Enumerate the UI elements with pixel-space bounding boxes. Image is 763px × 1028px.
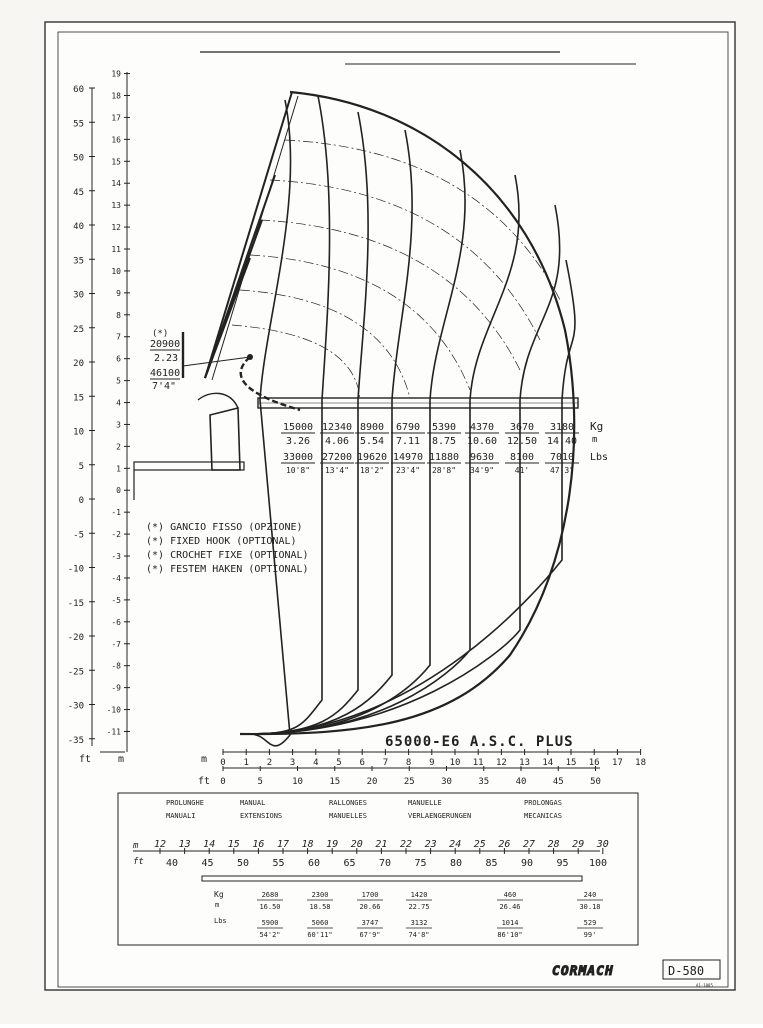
m-tick-label: -3 [111,552,121,562]
ext-ft: 99' [583,931,597,939]
bottom-m-tick-label: 14 [542,758,554,768]
bottom-m-tick-label: 8 [405,758,412,768]
load-lbs: 7010 [549,452,575,463]
ext-ft-tick-label: 55 [272,858,285,869]
load-lbs: 11880 [428,452,460,463]
m-tick-label: 11 [111,245,121,255]
m-tick-label: -6 [111,617,121,627]
ext-m-tick-label: 28 [547,839,560,850]
ft-tick-label: 0 [78,496,84,506]
ext-lbs: 5900 [261,919,279,927]
ext-m-tick-label: 25 [473,839,486,850]
load-m: 12.50 [506,436,538,447]
ext-ft: 86'10" [497,931,523,939]
load-lbs: 33000 [282,452,314,463]
ext-ft-tick-label: 75 [414,858,427,869]
ext-unit-lbs: Lbs [214,917,227,925]
legend-line: (*) FIXED HOOK (OPTIONAL) [146,536,297,547]
ext-ft-tick-label: 85 [485,858,498,869]
ext-kg: 1420 [410,891,428,899]
ext-m-tick-label: 17 [276,839,290,850]
ext-m: 30.18 [579,903,601,911]
ft-tick-label: 15 [73,393,84,404]
bottom-m-tick-label: 18 [635,758,647,768]
m-tick-label: 3 [116,420,121,430]
ext-ft-tick-label: 100 [588,858,608,869]
ext-label: RALLONGES [329,799,367,807]
ext-ft-tick-label: 40 [165,858,179,869]
ft-tick-label: 50 [73,153,84,164]
load-ft: 47'3" [549,466,575,475]
bottom-ft-tick-label: 5 [257,777,263,787]
ft-tick-label: 5 [78,461,84,472]
ext-label: VERLAENGERUNGEN [408,812,472,820]
bottom-m-tick-label: 10 [449,758,461,768]
ext-kg: 240 [583,891,597,899]
ext-label: MECANICAS [524,812,562,820]
m-tick-label: -11 [106,727,121,737]
load-ft: 28'8" [431,466,457,475]
left-m-unit: m [118,754,125,765]
ext-m: 26.46 [499,903,521,911]
m-tick-label: 6 [116,354,121,364]
load-m: 7.11 [395,436,421,447]
m-tick-label: -2 [111,530,121,540]
legend-line: (*) CROCHET FIXE (OPTIONAL) [146,550,309,561]
load-kg: 8900 [359,422,385,433]
m-tick-label: 12 [111,223,121,233]
load-m: 8.75 [431,436,457,447]
bottom-m-unit: m [201,754,208,765]
load-kg: 4370 [469,422,495,433]
m-tick-label: 5 [116,376,121,386]
ext-ft-tick-label: 50 [236,858,250,869]
ext-m-tick-label: 26 [498,839,511,850]
m-tick-label: 14 [111,179,121,189]
bottom-m-tick-label: 2 [266,758,273,768]
outer-frame [45,22,735,990]
load-ft: 41' [514,466,530,475]
ext-m-tick-label: 12 [153,839,167,850]
bottom-m-tick-label: 11 [472,758,484,768]
ext-label: MANUALI [166,812,196,820]
bottom-m-tick-label: 12 [495,758,507,768]
m-tick-label: 19 [111,69,121,79]
bottom-m-tick-label: 5 [336,758,342,768]
ext-label: MANUAL [240,799,266,807]
ext-label: PROLUNGHE [166,799,204,807]
bottom-m-tick-label: 6 [359,758,365,768]
ext-ft-unit: ft [133,857,144,867]
m-tick-label: 0 [116,486,121,496]
ext-kg: 2300 [311,891,329,899]
ext-kg: 1700 [361,891,379,899]
model-name: 65000-E6 A.S.C. PLUS [385,734,574,750]
ft-tick-label: 55 [73,119,84,130]
ext-lbs: 1014 [501,919,519,927]
bottom-m-tick-label: 0 [220,758,226,768]
load-lbs: 27200 [321,452,353,463]
m-tick-label: -1 [111,508,121,518]
bottom-ft-tick-label: 20 [366,777,378,787]
ft-tick-label: 25 [73,324,84,335]
bottom-ft-tick-label: 15 [329,777,341,787]
load-lbs: 8100 [509,452,535,463]
load-unit-kg: Kg [590,420,604,433]
m-tick-label: 2 [116,442,121,452]
ext-ft-tick-label: 90 [520,858,534,869]
bottom-m-tick-label: 3 [289,758,296,768]
bottom-ft-tick-label: 25 [403,777,415,787]
ext-m-tick-label: 24 [449,839,462,850]
m-tick-label: 7 [116,332,121,342]
sheet-code: D-580 [668,964,705,978]
ft-tick-label: -15 [67,598,84,609]
ext-lbs: 3747 [361,919,379,927]
load-m: 3.26 [285,436,311,447]
left-ft-unit: ft [79,754,92,765]
ext-ft: 74'8" [408,931,430,939]
ext-m-tick-label: 13 [178,839,191,850]
ft-tick-label: 45 [73,187,84,198]
ext-label: PROLONGAS [524,799,562,807]
fixed-hook-lbs: 46100 [150,368,181,379]
ext-label: EXTENSIONS [240,812,283,820]
ext-m-tick-label: 18 [301,839,314,850]
ext-label: MANUELLE [408,799,442,807]
load-m: 10.60 [466,436,498,447]
m-tick-label: -5 [111,595,121,605]
ext-ft: 54'2" [259,931,281,939]
ext-m-tick-label: 30 [596,839,609,850]
ext-ft: 60'11" [307,931,333,939]
load-kg: 3180 [549,422,575,433]
ext-unit-m: m [215,901,220,909]
m-tick-label: -4 [111,573,121,583]
ft-tick-label: -35 [67,735,84,746]
ft-tick-label: 30 [73,290,84,301]
m-tick-label: 18 [111,91,121,101]
ft-tick-label: -20 [67,633,84,643]
load-ft: 13'4" [324,466,350,475]
bottom-ft-tick-label: 10 [292,777,303,787]
bottom-m-tick-label: 7 [382,758,389,768]
ext-m-tick-label: 19 [326,839,339,850]
ext-unit-kg: Kg [214,890,224,899]
load-ft: 18'2" [359,466,385,475]
load-m: 14.40 [546,436,578,447]
m-tick-label: 9 [116,288,121,298]
ext-m-tick-label: 23 [424,839,437,850]
ext-m-tick-label: 20 [350,839,363,850]
bottom-ft-unit: ft [198,776,211,787]
ext-ft-tick-label: 95 [556,858,569,869]
m-tick-label: 17 [111,113,121,123]
legend-line: (*) FESTEM HAKEN (OPTIONAL) [146,564,309,575]
bottom-m-tick-label: 13 [519,758,531,768]
m-tick-label: 10 [111,266,121,276]
brand-logo: CORMACH [552,964,614,979]
ext-kg: 460 [503,891,517,899]
ext-m-tick-label: 15 [227,839,240,850]
m-tick-label: -8 [111,661,121,671]
bottom-m-tick-label: 17 [611,758,623,768]
ext-lbs: 5060 [311,919,329,927]
ext-m: 16.50 [259,903,281,911]
m-tick-label: 16 [111,135,121,145]
fixed-hook-marker: (*) [152,329,169,339]
ext-label: MANUELLES [329,812,367,820]
load-lbs: 14970 [392,452,424,463]
bottom-ft-tick-label: 50 [590,777,601,787]
load-unit-m: m [592,435,598,445]
m-tick-label: 4 [116,398,121,408]
bottom-m-tick-label: 16 [588,758,600,768]
m-tick-label: -7 [111,639,121,649]
ext-ft: 67'9" [359,931,381,939]
bottom-m-tick-label: 4 [313,758,319,768]
bottom-m-tick-label: 9 [429,758,435,768]
load-kg: 15000 [282,422,314,433]
bottom-ft-tick-label: 35 [478,777,490,787]
ft-tick-label: -5 [73,530,84,541]
ext-lbs: 3132 [410,919,428,927]
bottom-ft-tick-label: 0 [220,777,226,787]
ext-ft-tick-label: 60 [307,858,321,869]
ext-m-tick-label: 22 [399,839,413,850]
ft-tick-label: 60 [73,85,84,95]
bottom-ft-tick-label: 40 [515,777,527,787]
ext-ft-tick-label: 45 [201,858,214,869]
bottom-ft-tick-label: 45 [552,777,564,787]
ft-tick-label: -25 [67,667,84,678]
ext-m-tick-label: 14 [203,839,216,850]
m-tick-label: -9 [111,683,121,693]
load-m: 5.54 [359,436,385,447]
load-m: 4.06 [324,436,350,447]
fixed-hook-kg: 20900 [150,339,181,350]
ext-kg: 2680 [261,891,279,899]
m-tick-label: 8 [116,310,121,320]
load-kg: 6790 [395,422,421,433]
ext-m-tick-label: 27 [522,839,536,850]
load-lbs: 19620 [356,452,388,463]
ext-m-tick-label: 21 [375,839,388,850]
ft-tick-label: -10 [67,564,84,575]
ext-m-tick-label: 29 [572,839,585,850]
load-unit-lbs: Lbs [590,452,609,463]
load-ft: 34'9" [469,466,495,475]
load-kg: 12340 [321,422,353,433]
ext-ft-tick-label: 80 [449,858,463,869]
ext-m: 20.66 [359,903,381,911]
bottom-ft-tick-label: 30 [441,777,452,787]
ft-tick-label: 40 [73,222,84,232]
load-ft: 23'4" [395,466,421,475]
ft-tick-label: 20 [73,359,84,369]
ext-m: 18.58 [309,903,331,911]
load-lbs: 9630 [469,452,495,463]
load-kg: 3670 [509,422,535,433]
ext-m: 22.75 [408,903,430,911]
ext-lbs: 529 [583,919,597,927]
ext-ft-tick-label: 65 [343,858,356,869]
legend-line: (*) GANCIO FISSO (OPZIONE) [146,522,303,533]
m-tick-label: 1 [116,464,121,474]
ft-tick-label: -30 [67,701,84,712]
ext-m-unit: m [133,841,139,851]
fixed-hook-m: 2.23 [154,353,179,364]
fixed-hook-ft: 7'4" [152,381,177,392]
ft-tick-label: 10 [73,427,84,438]
m-tick-label: -10 [106,705,121,715]
ext-m-tick-label: 16 [252,839,265,850]
bottom-m-tick-label: 1 [243,758,249,768]
ft-tick-label: 35 [73,256,84,267]
ext-ft-tick-label: 70 [378,858,392,869]
load-kg: 5390 [431,422,457,433]
m-tick-label: 15 [111,157,121,167]
load-ft: 10'8" [285,466,311,475]
bottom-m-tick-label: 15 [565,758,577,768]
m-tick-label: 13 [111,201,121,211]
small-code: A1-1085 [696,983,713,988]
